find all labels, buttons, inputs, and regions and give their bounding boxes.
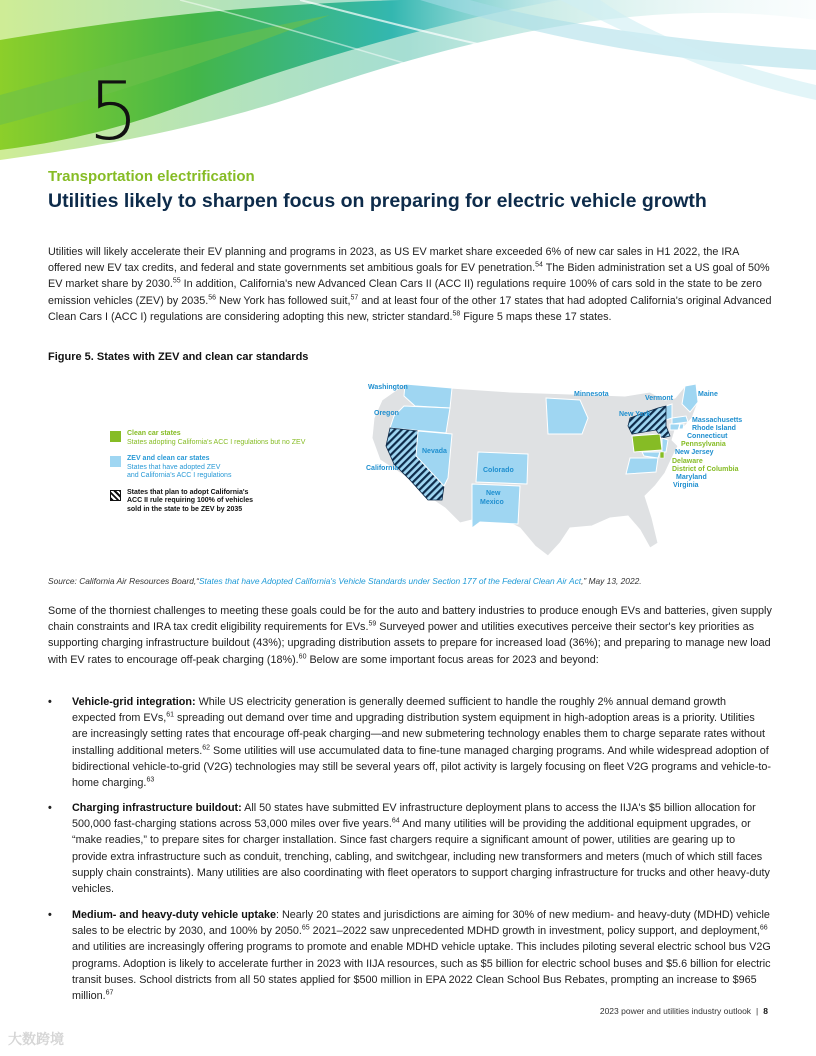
- footnote-ref: 60: [298, 653, 307, 661]
- bullet-mdhd-uptake: • Medium- and heavy-duty vehicle uptake: Nearly 20 states and jurisdictions are aiming for 30% of new medium- and heavy-duty (MDHD) vehicle sales to be electric by 2030, and 100% by 2050.65 2021–2022 saw unprecedented MDHD growth in investment, policy support, and deployment,$^{66}$ and utilities are increasingly offering programs to promote and enable MDHD vehicle uptake. This includes piloting several electric school bus V2G programs. Adoption is likely to accelerate further in 2023 with IIJA resources, such as $5 billion for electric school buses and $5.6 billion for electric transit buses. School districts from all 50 states applied for $500 million in EPA 2022 Clean School Bus Rebates, prompting an increase to $965 million.$^{67}$: [48, 909, 771, 1003]
- green-swatch-icon: [110, 431, 121, 442]
- label-delaware: Delaware: [672, 458, 703, 465]
- state-rhode-island: [679, 424, 684, 429]
- legend-item-zev: ZEV and clean car states States that have adopted ZEV and California's ACC I regulations: [110, 455, 350, 481]
- label-new-york: New York: [619, 411, 651, 418]
- chapter-number: 5: [88, 65, 139, 158]
- page-number: 8: [763, 1006, 768, 1016]
- label-dc: District of Columbia: [672, 466, 739, 473]
- legend-item-clean-car: Clean car states States adopting California's ACC I regulations but no ZEV: [110, 430, 350, 447]
- footnote-ref: 56: [208, 294, 217, 302]
- label-massachusetts: Massachusetts: [692, 417, 743, 424]
- state-minnesota: [546, 398, 588, 434]
- label-new-jersey: New Jersey: [675, 449, 714, 456]
- state-vermont: [666, 404, 672, 420]
- section-label: Transportation electrification: [48, 168, 255, 185]
- paragraph-challenges: Some of the thorniest challenges to meeting these goals could be for the auto and battery industries to produce enough EVs and batteries, given supply chain constraints and IRA tax credit eligibility requirements for EVs.$^{59}$ Surveyed power and utilities executives perceive their sector's key priorities as supporting charging infrastructure buildout (43%); upgrading distribution assets to prepare for increased load (36%); and preparing to manage new load with EV rates to encourage off-peak charging (18%).$^{60}$ Below are some important focus areas for 2023 and beyond:: [48, 605, 772, 666]
- footnote-ref: 55: [172, 277, 181, 285]
- map-legend: [110, 430, 350, 522]
- hatch-swatch-icon: [110, 490, 121, 501]
- label-minnesota: Minnesota: [574, 391, 609, 398]
- intro-paragraph: Utilities will likely accelerate their EV planning and programs in 2023, as US EV market share exceeded 6% of new car sales in H1 2022, the IRA offered new EV tax credits, and federal and state governments set ambitious goals for EV penetration.$^{54}$ The Biden administration set a US goal of 50% EV market share by 2030.55 In addition, California's new Advanced Clean Cars II (ACC II) regulations require 100% of cars sold in the state to be zero emission vehicles (ZEV) by 2035.56 New York has followed suit,$^{57}$ and at least four of the other 17 states that had adopted California's original Advanced Clean Cars I (ACC I) regulations are considering adopting this new, stricter standard.$^{58}$ Figure 5 maps these 17 states.: [48, 246, 772, 323]
- us-map-svg: [360, 378, 780, 568]
- state-delaware: [660, 452, 664, 458]
- label-virginia: Virginia: [673, 482, 699, 489]
- blue-swatch-icon: [110, 456, 121, 467]
- state-pennsylvania: [632, 434, 662, 452]
- label-nevada: Nevada: [422, 448, 447, 455]
- label-oregon: Oregon: [374, 410, 399, 417]
- us-states-map: [360, 378, 780, 568]
- label-connecticut: Connecticut: [687, 433, 728, 440]
- label-maryland: Maryland: [676, 474, 707, 481]
- page-footer: [600, 1006, 768, 1016]
- bullet-icon: •: [48, 802, 52, 814]
- label-new-mexico: New: [486, 490, 501, 497]
- figure-source: Source: California Air Resources Board,“States that have Adopted California's Vehicle Standards under Section 177 of the Federal Clean Air Act,” May 13, 2022.: [48, 576, 642, 586]
- label-colorado: Colorado: [483, 467, 514, 474]
- footnote-ref: 58: [452, 310, 461, 318]
- bullet-icon: •: [48, 696, 52, 708]
- footnote-ref: 59: [368, 620, 377, 628]
- bullet-vehicle-grid: • Vehicle-grid integration: While US electricity generation is generally deemed sufficient to handle the roughly 2% annual demand growth expected from EVs,$^{61}$ spreading out demand over time and upgrading distribution system equipment in high-adoption areas is a priority. Utilities are increasingly setting rates that encourage off-peak charging—and new submetering technology enables them to charge separate rates without installing additional meters.$^{62}$ Some utilities will use accumulated data to fine-tune managed charging programs. And while widespread adoption of bidirectional vehicle-to-grid (V2G) technologies may still be several years off, pilot activity is largely focusing on fleet V2G programs and vehicle-to-home charging.$^{63}$: [48, 696, 771, 790]
- label-new-mexico-2: Mexico: [480, 499, 504, 506]
- label-rhode-island: Rhode Island: [692, 425, 736, 432]
- bullet-icon: •: [48, 909, 52, 921]
- figure-title: Figure 5. States with ZEV and clean car standards: [48, 351, 309, 363]
- watermark: 大数跨境: [8, 1031, 64, 1047]
- footer-text: 2023 power and utilities industry outlook: [599, 1006, 752, 1016]
- label-washington: Washington: [368, 384, 408, 391]
- bullet-charging-infrastructure: • Charging infrastructure buildout: All 50 states have submitted EV infrastructure deployment plans to access the IIJA's $5 billion allocation for 500,000 fast-charging stations across 53,000 miles over five years.$^{64}$ And many utilities will be providing the additional equipment upgrades, or “make readies,” to prepare sites for charger installation. Since fast chargers require a significant amount of power, utilities are gearing up to provide extra infrastructure such as conduit, trenching, cabling, and switchgear, including new transformers and meters (much of which still faces supply chain constraints). Many utilities are also coordinating with fleet operators to support charging infrastructure for trucks and other heavy-duty vehicles.: [48, 802, 770, 896]
- footnote-ref: 57: [350, 294, 359, 302]
- state-massachusetts: [672, 416, 688, 424]
- state-virginia: [626, 458, 658, 474]
- footer-separator: |: [756, 1006, 759, 1016]
- label-pennsylvania: Pennsylvania: [681, 441, 726, 448]
- label-maine: Maine: [698, 391, 718, 398]
- legend-item-acc-ii: States that plan to adopt California's ACC II rule requiring 100% of vehicles sold in the state to be ZEV by 2035: [110, 489, 350, 515]
- label-vermont: Vermont: [645, 395, 674, 402]
- footnote-ref: 54: [535, 261, 543, 269]
- page-title: Utilities likely to sharpen focus on preparing for electric vehicle growth: [48, 190, 707, 212]
- label-california: California: [366, 465, 399, 472]
- source-link[interactable]: States that have Adopted California's Vehicle Standards under Section 177 of the Federal Clean Air Act: [198, 576, 582, 586]
